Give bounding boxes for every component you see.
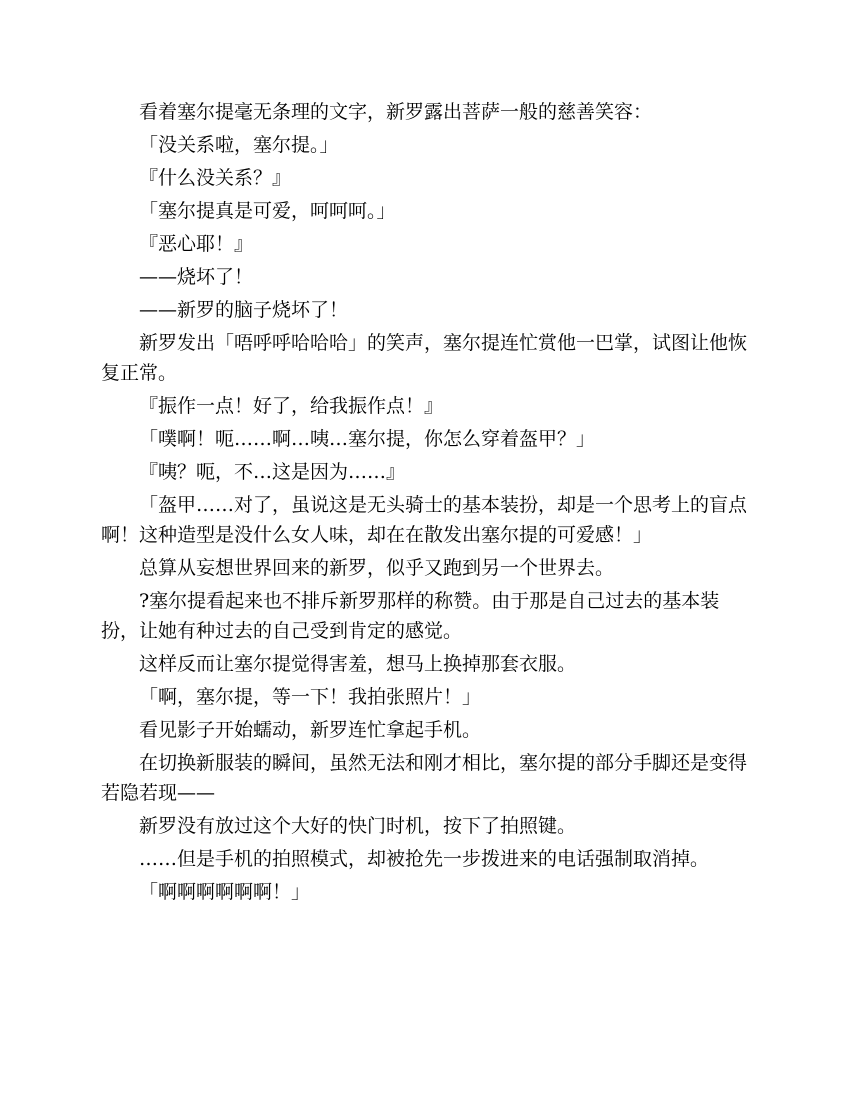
paragraph-16: 「啊，塞尔提，等一下！我拍张照片！」 <box>139 686 482 708</box>
paragraph-21: 「啊啊啊啊啊啊！」 <box>139 881 311 903</box>
document-page <box>101 97 751 910</box>
paragraph-14: ?塞尔提看起来也不排斥新罗那样的称赞。由于那是自己过去的基本装扮，让她有种过去的自己受到肯定的感觉。 <box>101 590 720 642</box>
paragraph-13: 总算从妄想世界回来的新罗，似乎又跑到另一个世界去。 <box>139 557 615 579</box>
paragraph-4: 「塞尔提真是可爱，呵呵呵。」 <box>139 200 396 222</box>
paragraph-20: ……但是手机的拍照模式，却被抢先一步拨进来的电话强制取消掉。 <box>139 848 710 870</box>
paragraph-19: 新罗没有放过这个大好的快门时机，按下了拍照键。 <box>139 815 577 837</box>
paragraph-17: 看见影子开始蠕动，新罗连忙拿起手机。 <box>139 719 482 741</box>
paragraph-10: 「噗啊！呃……啊…咦…塞尔提，你怎么穿着盔甲？」 <box>139 428 596 450</box>
paragraph-11: 『咦？呃，不…这是因为……』 <box>139 461 406 483</box>
paragraph-6: ——烧坏了！ <box>139 266 254 288</box>
paragraph-1: 看着塞尔提毫无条理的文字，新罗露出菩萨一般的慈善笑容： <box>139 101 653 123</box>
paragraph-7: ——新罗的脑子烧坏了！ <box>139 299 349 321</box>
paragraph-9: 『振作一点！好了，给我振作点！』 <box>139 395 444 417</box>
paragraph-15: 这样反而让塞尔提觉得害羞，想马上换掉那套衣服。 <box>139 653 577 675</box>
paragraph-2: 「没关系啦，塞尔提。」 <box>139 134 339 156</box>
paragraph-12: 「盔甲……对了，虽说这是无头骑士的基本装扮，却是一个思考上的盲点啊！这种造型是没什么女人味，却在在散发出塞尔提的可爱感！」 <box>101 494 748 546</box>
paragraph-8: 新罗发出「唔呼呼哈哈哈」的笑声，塞尔提连忙赏他一巴掌，试图让他恢复正常。 <box>101 332 748 384</box>
paragraph-18: 在切换新服装的瞬间，虽然无法和刚才相比，塞尔提的部分手脚还是变得若隐若现—— <box>101 752 748 804</box>
paragraph-5: 『恶心耶！』 <box>139 233 254 255</box>
paragraph-3: 『什么没关系？』 <box>139 167 292 189</box>
